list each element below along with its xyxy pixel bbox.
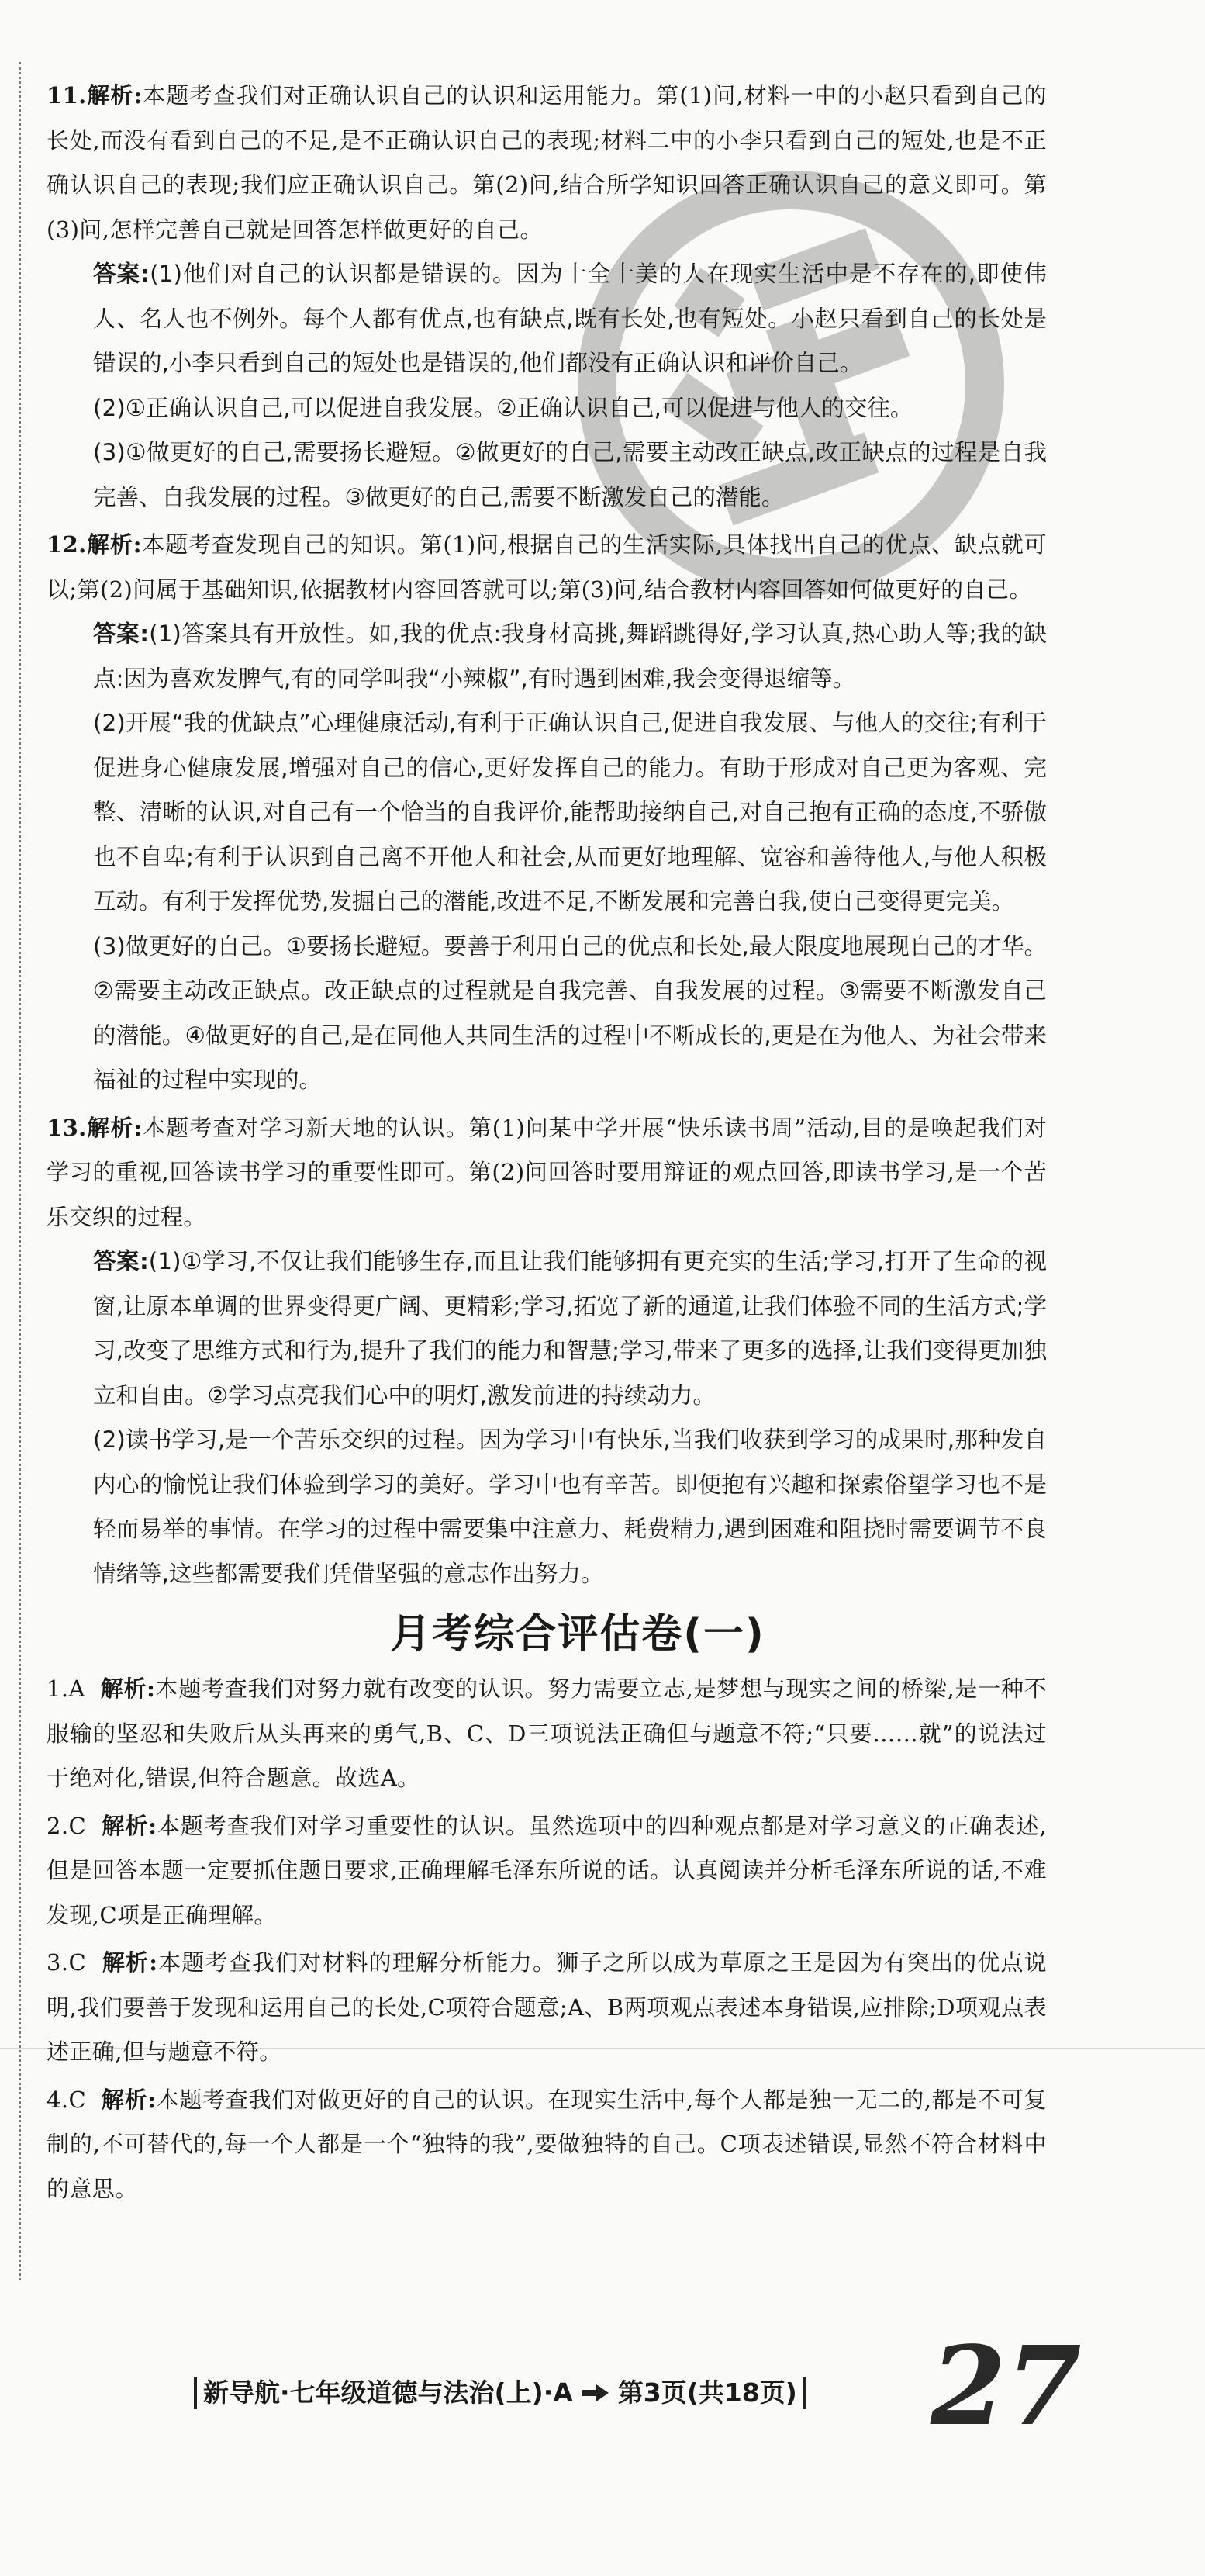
margin-dotted-rule	[19, 62, 21, 2280]
question-number: 12.	[47, 531, 87, 558]
answer-paragraph	[47, 252, 1047, 386]
answer-text: (1)他们对自己的认识都是错误的。因为十全十美的人在现实生活中是不存在的,即使伟人、名人也不例外。每个人都有优点,也有缺点,既有长处,也有短处。小赵只看到自己的长处是错误的,小李只看到自己的短处也是错误的,他们都没有正确认识和评价自己。	[93, 261, 1047, 376]
analysis-paragraph	[47, 1941, 1047, 2075]
question-13	[47, 1106, 1047, 1597]
footer-page-info: 第3页(共18页)	[617, 2377, 797, 2408]
question-12	[47, 523, 1047, 1103]
analysis-label: 解析:	[86, 1114, 143, 1141]
mc-question-3	[47, 1941, 1047, 2075]
page-number: 27	[931, 2323, 1082, 2450]
analysis-paragraph	[47, 74, 1047, 252]
analysis-label: 解析:	[100, 1675, 156, 1702]
main-content	[47, 74, 1047, 2215]
section-title: 月考综合评估卷(一)	[390, 1611, 765, 1658]
answer-paragraph	[47, 1240, 1047, 1418]
mc-question-4	[47, 2078, 1047, 2212]
footer-left-bracket	[194, 2377, 197, 2409]
analysis-text: 本题考查我们对做更好的自己的认识。在现实生活中,每个人都是独一无二的,都是不可复制的,不可替代的,每一个人都是一个“独特的我”,要做独特的自己。C项表述错误,显然不符合材料中的意思。	[47, 2086, 1047, 2202]
page-footer	[194, 2366, 892, 2420]
answer-paragraph: (2)读书学习,是一个苦乐交织的过程。因为学习中有快乐,当我们收获到学习的成果时,那种发自内心的愉悦让我们体验到学习的美好。学习中也有辛苦。即便抱有兴趣和探索俗望学习也不是轻而易举的事情。在学习的过程中需要集中注意力、耗费精力,遇到困难和阻挠时需要调节不良情绪等,这些都需要我们凭借坚强的意志作出努力。	[93, 1426, 1047, 1587]
question-11	[47, 74, 1047, 520]
answer-text: (1)①学习,不仅让我们能够生存,而且让我们能够拥有更充实的生活;学习,打开了生命的视窗,让原本单调的世界变得更广阔、更精彩;学习,拓宽了新的通道,让我们体验不同的生活方式;学习,改变了思维方式和行为,提升了我们的能力和智慧;学习,带来了更多的选择,让我们变得更加独立和自由。②学习点亮我们心中的明灯,激发前进的持续动力。	[93, 1248, 1047, 1409]
analysis-text: 本题考查我们对正确认识自己的认识和运用能力。第(1)问,材料一中的小赵只看到自己的长处,而没有看到自己的不足,是不正确认识自己的表现;材料二中的小李只看到自己的短处,也是不正确认识自己的表现;我们应正确认识自己。第(2)问,结合所学知识回答正确认识自己的意义即可。第(3)问,怎样完善自己就是回答怎样做更好的自己。	[47, 82, 1048, 243]
analysis-label: 解析:	[86, 82, 143, 109]
analysis-paragraph	[47, 1667, 1047, 1801]
analysis-text: 本题考查对学习新天地的认识。第(1)问某中学开展“快乐读书周”活动,目的是唤起我们对学习的重视,回答读书学习的重要性即可。第(2)问回答时要用辩证的观点回答,即读书学习,是一个苦乐交织的过程。	[47, 1114, 1048, 1230]
answer-label: 答案:	[93, 1248, 149, 1274]
analysis-paragraph	[47, 1804, 1047, 1938]
answer-label: 答案:	[93, 621, 150, 647]
answer-paragraph: (2)开展“我的优缺点”心理健康活动,有利于正确认识自己,促进自我发展、与他人的交往;有利于促进身心健康发展,增强对自己的信心,更好发挥自己的能力。有助于形成对自己更为客观、完整、清晰的认识,对自己有一个恰当的自我评价,能帮助接纳自己,对自己抱有正确的态度,不骄傲也不自卑;有利于认识到自己离不开他人和社会,从而更好地理解、宽容和善待他人,与他人积极互动。有利于发挥优势,发掘自己的潜能,改进不足,不断发展和完善自我,使自己变得更完美。	[93, 710, 1047, 915]
answer-text: (1)答案具有开放性。如,我的优点:我身材高挑,舞蹈跳得好,学习认真,热心助人等;我的缺点:因为喜欢发脾气,有的同学叫我“小辣椒”,有时遇到困难,我会变得退缩等。	[93, 621, 1047, 692]
arrow-right-icon	[582, 2384, 609, 2401]
answer-paragraph	[47, 612, 1047, 701]
answer-paragraph: (3)做更好的自己。①要扬长避短。要善于利用自己的优点和长处,最大限度地展现自己的才华。②需要主动改正缺点。改正缺点的过程就是自我完善、自我发展的过程。③需要不断激发自己的潜能。④做更好的自己,是在同他人共同生活的过程中不断成长的,更是在为他人、为社会带来福祉的过程中实现的。	[93, 932, 1047, 1093]
analysis-text: 本题考查我们对努力就有改变的认识。努力需要立志,是梦想与现实之间的桥梁,是一种不服输的坚忍和失败后从头再来的勇气,B、C、D三项说法正确但与题意不符;“只要……就”的说法过于绝对化,错误,但符合题意。故选A。	[47, 1675, 1047, 1791]
footer-brand: 新导航·七年级道德与法治(上)·A	[203, 2377, 573, 2408]
question-number: 2.C	[47, 1812, 87, 1839]
analysis-text: 本题考查发现自己的知识。第(1)问,根据自己的生活实际,具体找出自己的优点、缺点就可以;第(2)问属于基础知识,依据教材内容回答就可以;第(3)问,结合教材内容回答如何做更好的自己。	[47, 531, 1047, 603]
analysis-text: 本题考查我们对材料的理解分析能力。狮子之所以成为草原之王是因为有突出的优点说明,我们要善于发现和运用自己的长处,C项符合题意;A、B两项观点表述本身错误,应排除;D项观点表述正确,但与题意不符。	[47, 1949, 1048, 2065]
analysis-text: 本题考查我们对学习重要性的认识。虽然选项中的四种观点都是对学习意义的正确表述,但是回答本题一定要抓住题目要求,正确理解毛泽东所说的话。认真阅读并分析毛泽东所说的话,不难发现,C项是正确理解。	[47, 1812, 1047, 1928]
answer-paragraph: (2)①正确认识自己,可以促进自我发展。②正确认识自己,可以促进与他人的交往。	[93, 394, 913, 421]
analysis-label: 解析:	[102, 1949, 158, 1976]
question-number: 4.C	[47, 2086, 87, 2113]
footer-right-bracket	[803, 2377, 806, 2409]
analysis-label: 解析:	[86, 531, 142, 558]
analysis-paragraph	[47, 2078, 1047, 2212]
question-number: 1.A	[47, 1675, 85, 1702]
question-number: 13.	[47, 1114, 87, 1141]
analysis-paragraph	[47, 523, 1047, 612]
analysis-paragraph	[47, 1106, 1047, 1240]
analysis-label: 解析:	[101, 2086, 157, 2113]
analysis-label: 解析:	[102, 1812, 157, 1839]
question-number: 11.	[47, 82, 87, 109]
question-number: 3.C	[47, 1949, 87, 1976]
answer-paragraph: (3)①做更好的自己,需要扬长避短。②做更好的自己,需要主动改正缺点,改正缺点的过程是自我完善、自我发展的过程。③做更好的自己,需要不断激发自己的潜能。	[93, 439, 1047, 510]
mc-question-2	[47, 1804, 1047, 1938]
answer-label: 答案:	[93, 261, 150, 287]
mc-question-1	[47, 1667, 1047, 1801]
